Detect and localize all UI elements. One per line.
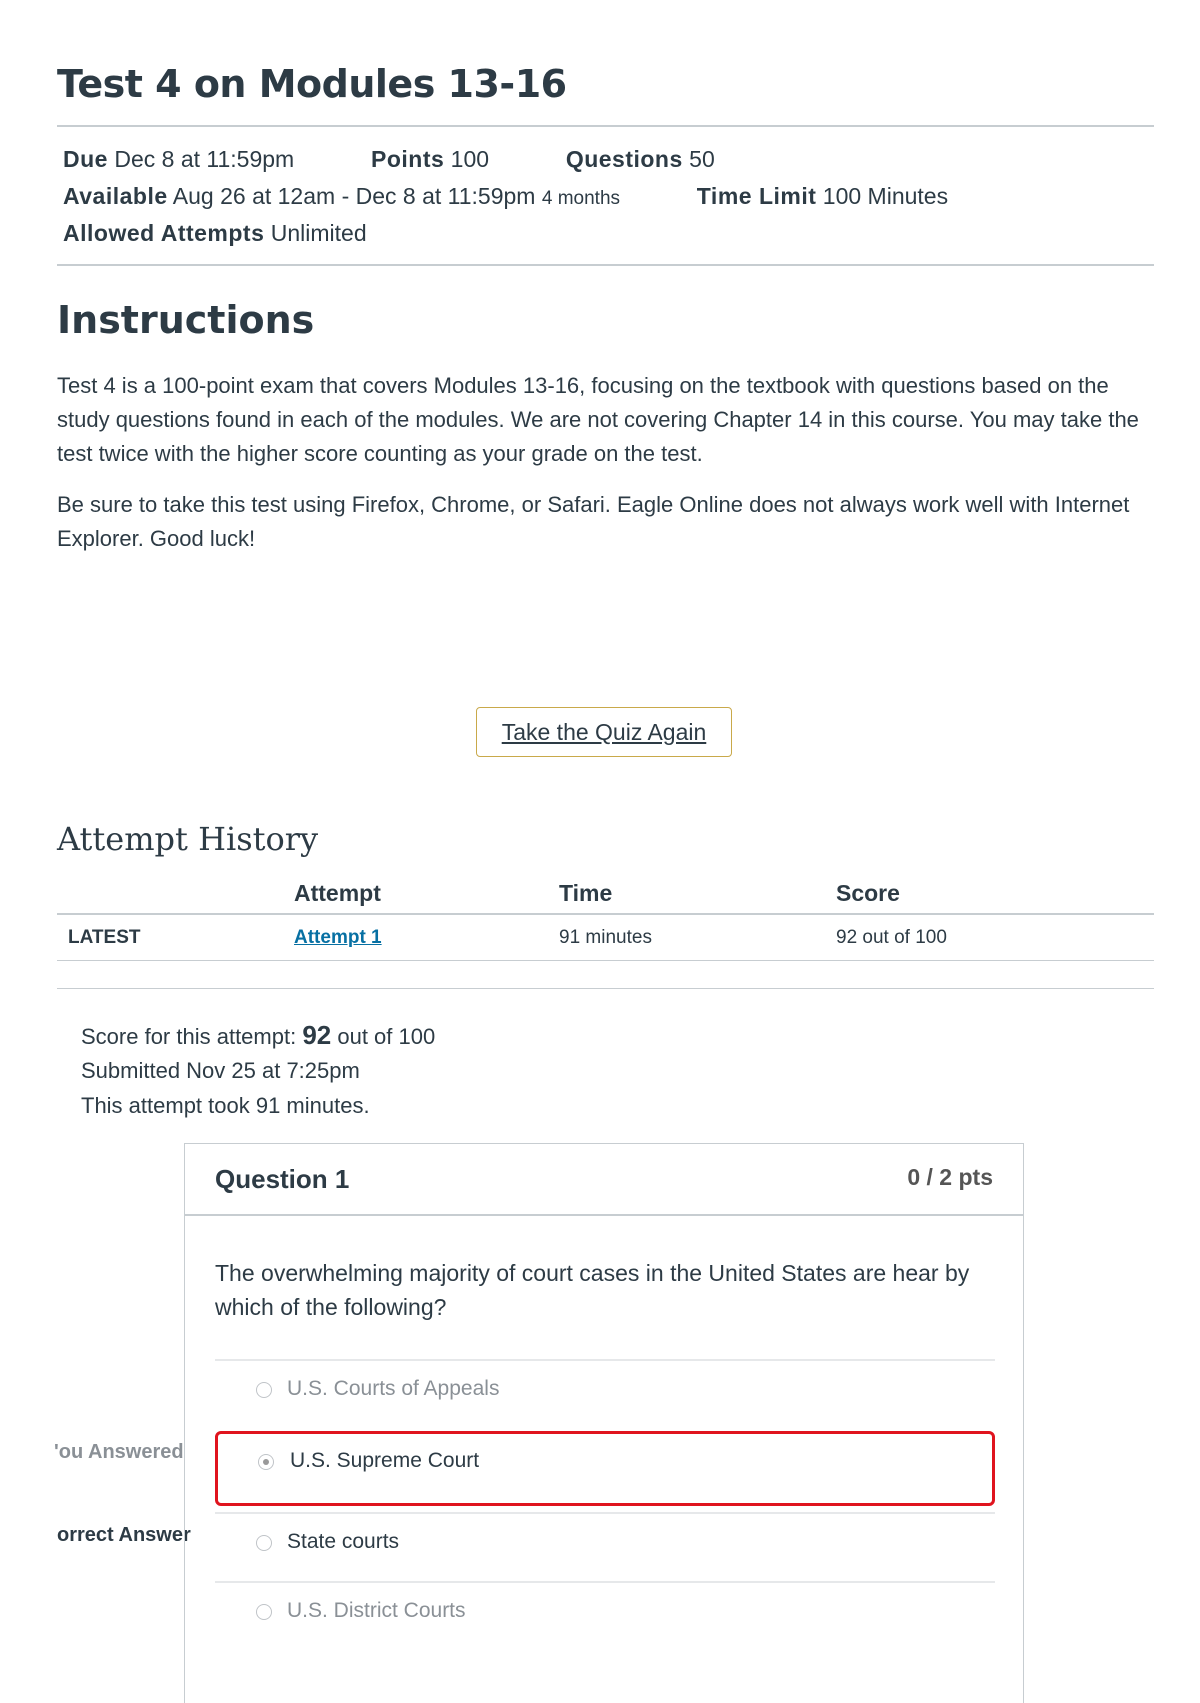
page-title: Test 4 on Modules 13-16 <box>57 62 567 106</box>
question-title: Question 1 <box>215 1164 350 1194</box>
answer-label: U.S. Courts of Appeals <box>287 1377 500 1400</box>
radio-icon <box>256 1604 272 1620</box>
answer-label: State courts <box>287 1530 400 1553</box>
time-limit-label: Time Limit <box>696 183 817 209</box>
column-header-score: Score <box>836 880 900 906</box>
radio-icon <box>256 1535 272 1551</box>
question-card <box>184 1143 1024 1703</box>
quiz-details-row-3 <box>63 220 367 247</box>
instructions-paragraph-1: Test 4 is a 100-point exam that covers Modules 13-16, focusing on the textbook with questions based on the study questions found in each of the modules. We are not covering Chapter 14 in this course. You may take the test twice with the higher score counting as your grade on the test. <box>57 373 1139 466</box>
table-row <box>294 927 382 949</box>
answer-option[interactable] <box>215 1361 995 1423</box>
due-value: Dec 8 at 11:59pm <box>114 146 295 172</box>
radio-selected-icon <box>258 1454 274 1470</box>
divider <box>57 960 1154 961</box>
column-header-attempt: Attempt <box>294 880 381 906</box>
attempts-label: Allowed Attempts <box>63 220 265 246</box>
take-quiz-again-button[interactable]: Take the Quiz Again <box>476 707 732 757</box>
answer-option[interactable] <box>215 1583 995 1645</box>
question-points: 0 / 2 pts <box>907 1164 993 1190</box>
radio-icon <box>256 1382 272 1398</box>
instructions-paragraph-2: Be sure to take this test using Firefox, Chrome, or Safari. Eagle Online does not always work well with Internet Explorer. Good luck! <box>57 492 1130 551</box>
answer-option-correct[interactable] <box>215 1514 995 1576</box>
latest-tag: LATEST <box>68 927 141 948</box>
instructions-heading: Instructions <box>57 298 315 342</box>
attempts-value: Unlimited <box>270 220 367 246</box>
score-value: 92 <box>302 1020 332 1050</box>
available-span: 4 months <box>541 188 621 209</box>
question-header <box>185 1144 1023 1216</box>
attempt-1-link[interactable]: Attempt 1 <box>294 927 382 948</box>
questions-value: 50 <box>689 146 715 172</box>
divider <box>57 125 1154 127</box>
table-header-divider <box>57 913 1154 915</box>
due-label: Due <box>63 146 108 172</box>
attempt-history-heading: Attempt History <box>57 820 319 858</box>
attempt-score-summary <box>81 1020 435 1051</box>
answer-option-selected[interactable] <box>215 1431 995 1506</box>
column-header-time: Time <box>559 880 613 906</box>
quiz-details-row-1 <box>63 146 715 173</box>
available-value: Aug 26 at 12am - Dec 8 at 11:59pm <box>172 183 536 209</box>
question-text: The overwhelming majority of court cases in the United States are hear by which of the following? <box>215 1260 970 1320</box>
you-answered-label: 'ou Answered <box>54 1441 184 1463</box>
score-suffix: out of 100 <box>331 1024 436 1049</box>
answer-label: U.S. District Courts <box>287 1599 466 1622</box>
answer-label: U.S. Supreme Court <box>290 1449 480 1472</box>
attempt-score: 92 out of 100 <box>836 927 947 948</box>
submitted-time: Submitted Nov 25 at 7:25pm <box>81 1058 360 1083</box>
attempt-time: 91 minutes <box>559 927 652 948</box>
quiz-details-row-2 <box>63 183 948 210</box>
attempt-duration: This attempt took 91 minutes. <box>81 1093 370 1118</box>
divider <box>57 988 1154 989</box>
divider <box>57 264 1154 266</box>
questions-label: Questions <box>565 146 683 172</box>
time-limit-value: 100 Minutes <box>822 183 949 209</box>
correct-answer-label: orrect Answer <box>57 1524 191 1546</box>
score-prefix: Score for this attempt: <box>81 1024 303 1049</box>
points-label: Points <box>370 146 445 172</box>
points-value: 100 <box>450 146 490 172</box>
available-label: Available <box>63 183 168 209</box>
